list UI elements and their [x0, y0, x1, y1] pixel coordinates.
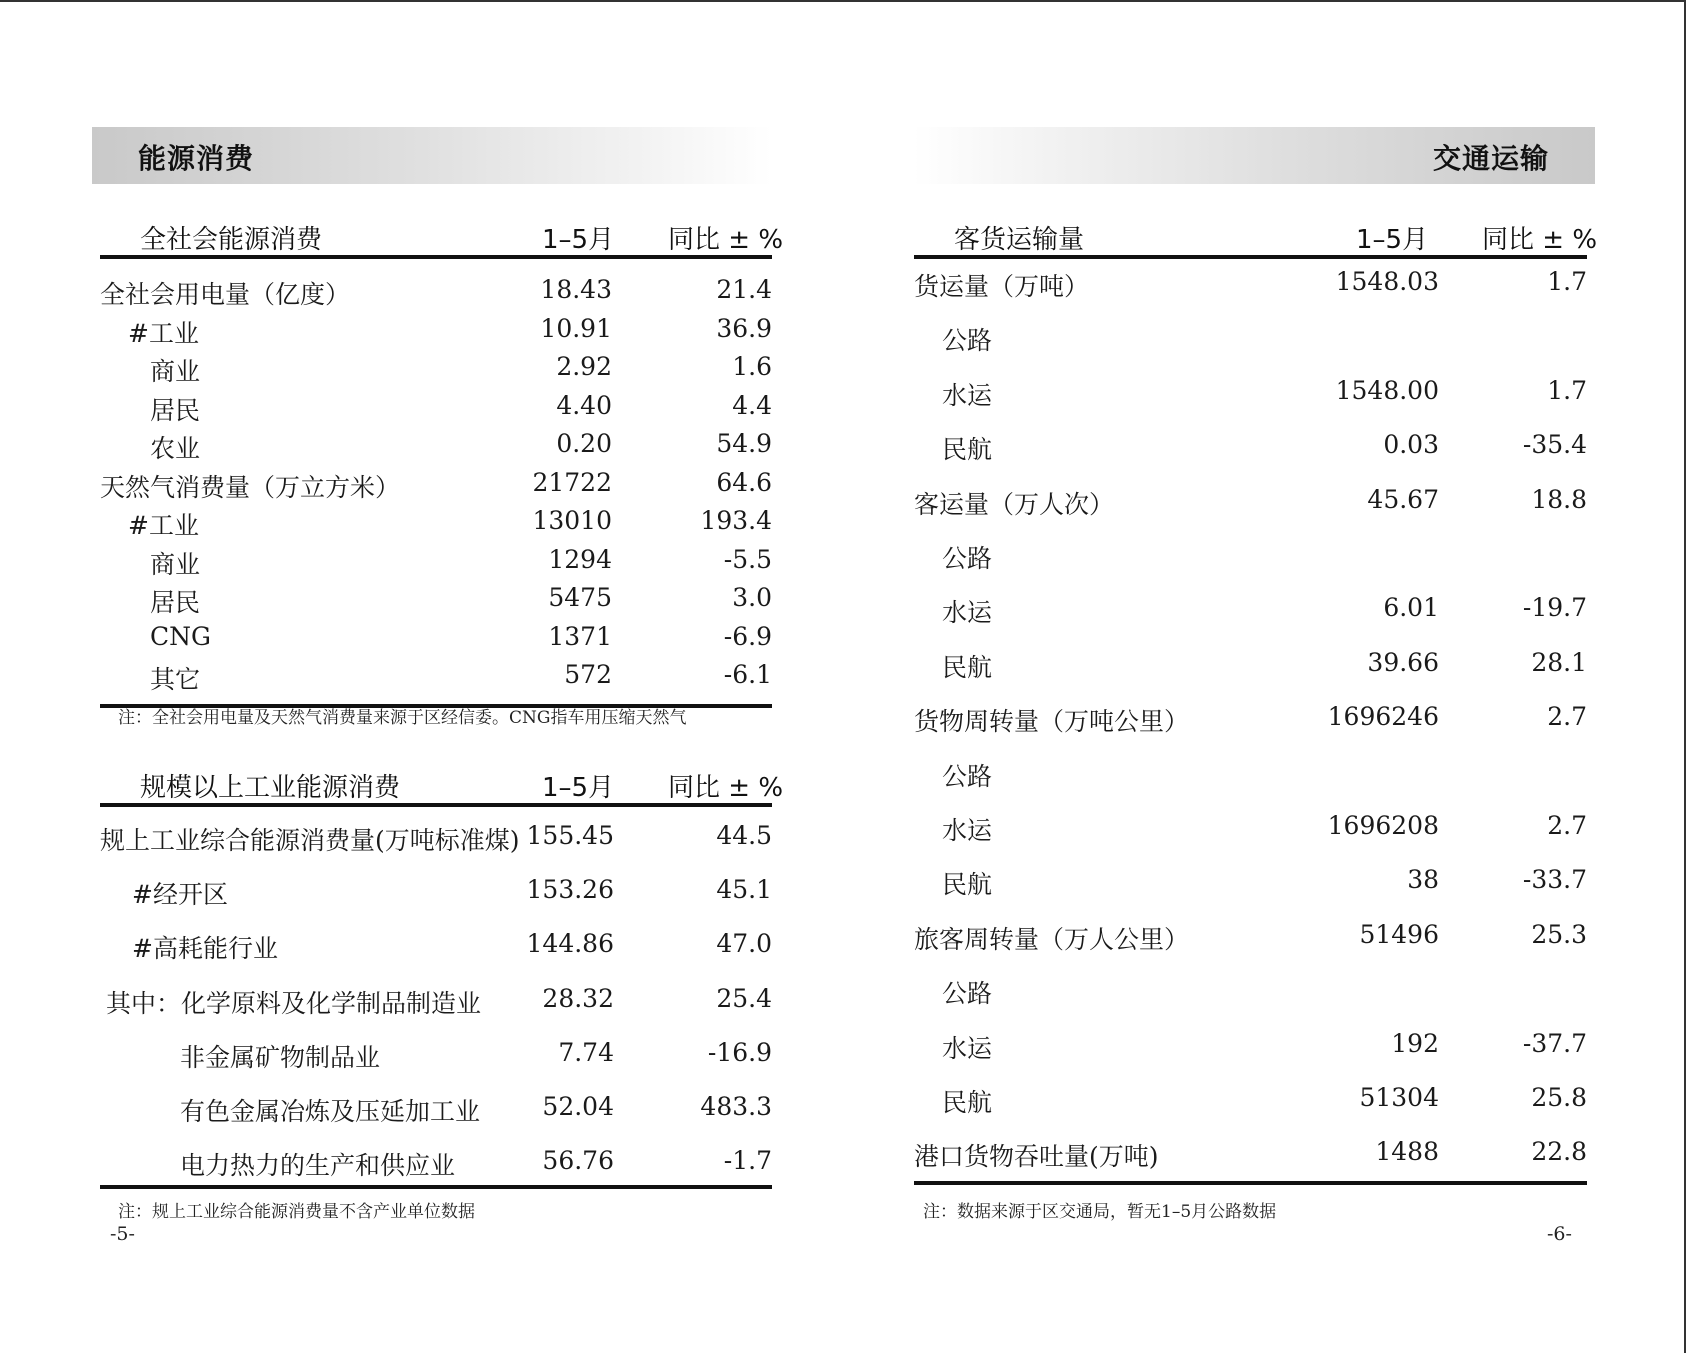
row-yoy-change: 193.4 [700, 506, 772, 535]
row-label: 公路 [942, 544, 993, 573]
row-label: 其中：化学原料及化学制品制造业 [106, 988, 482, 1018]
table-row [100, 391, 772, 430]
row-value: 6.01 [1383, 593, 1439, 623]
table-body [914, 259, 1587, 1185]
table-row [100, 984, 772, 1038]
row-label: 民航 [942, 435, 993, 465]
row-value: 1696246 [1327, 702, 1439, 732]
row-value: 1548.00 [1335, 375, 1439, 405]
row-yoy-change: 54.9 [716, 429, 772, 458]
table-header [100, 757, 784, 807]
section-title: 能源消费 [138, 142, 255, 175]
table-header [100, 209, 784, 259]
row-value: 5475 [548, 583, 612, 612]
section-banner-energy [92, 127, 772, 184]
row-yoy-change: 64.6 [716, 467, 772, 497]
page-number: -5- [110, 1223, 135, 1245]
left-page [92, 0, 784, 1353]
table-row [100, 468, 772, 507]
row-value: 1488 [1375, 1137, 1439, 1167]
row-value: 0.20 [556, 429, 612, 458]
row-yoy-change: -16.9 [707, 1037, 772, 1067]
right-page [913, 0, 1598, 1353]
row-value: 572 [564, 660, 612, 689]
row-value: 28.32 [542, 983, 614, 1013]
row-value: 18.43 [540, 275, 612, 304]
table-title: 规模以上工业能源消费 [140, 773, 401, 803]
row-yoy-change: 44.5 [716, 821, 772, 850]
table-row [100, 1092, 772, 1146]
row-label: 水运 [942, 1033, 993, 1063]
table-row [100, 1146, 772, 1200]
row-label: #工业 [128, 318, 199, 348]
row-value: 1696208 [1327, 811, 1439, 840]
table-row [914, 376, 1587, 430]
table-row [100, 583, 772, 622]
row-label: 民航 [942, 652, 993, 682]
row-value: 51304 [1359, 1083, 1439, 1112]
row-value: 1371 [548, 621, 612, 651]
row-yoy-change: 483.3 [700, 1092, 772, 1121]
table-row [100, 929, 772, 983]
row-label: 客运量（万人次） [914, 489, 1115, 519]
period-header: 1–5月 [542, 773, 615, 803]
row-label: 公路 [942, 979, 993, 1009]
row-value: 51496 [1359, 919, 1439, 949]
row-yoy-change: 36.9 [716, 313, 772, 343]
row-label: #工业 [128, 511, 199, 540]
row-value: 39.66 [1367, 647, 1439, 677]
yoy-header: 同比 ± % [1482, 225, 1598, 255]
row-yoy-change: 28.1 [1531, 647, 1587, 677]
table-row [100, 1038, 772, 1092]
industrial-energy-table [100, 757, 784, 1189]
table-note: 注：数据来源于区交通局，暂无1–5月公路数据 [923, 1202, 1277, 1222]
table-row [914, 593, 1587, 647]
row-label: 旅客周转量（万人公里） [914, 924, 1190, 954]
row-label: 货物周转量（万吨公里） [914, 707, 1190, 737]
table-row [100, 545, 772, 584]
row-yoy-change: -19.7 [1522, 593, 1587, 623]
row-value: 0.03 [1383, 430, 1439, 460]
row-yoy-change: 1.6 [732, 352, 772, 381]
row-value: 153.26 [526, 875, 614, 905]
row-label: 有色金属冶炼及压延加工业 [180, 1097, 481, 1126]
table-body [100, 807, 772, 1189]
row-value: 1294 [548, 544, 612, 574]
row-label: 天然气消费量（万立方米） [100, 472, 401, 502]
row-value: 56.76 [542, 1146, 614, 1176]
row-label: 商业 [150, 357, 201, 386]
table-row [914, 702, 1587, 756]
period-header: 1–5月 [1356, 225, 1429, 255]
table-row [914, 1029, 1587, 1083]
row-yoy-change: 22.8 [1531, 1137, 1587, 1167]
row-label: 商业 [150, 549, 201, 579]
table-row [100, 821, 772, 875]
row-label: #经开区 [132, 880, 228, 910]
row-yoy-change: 47.0 [716, 929, 772, 959]
table-header [914, 209, 1598, 259]
row-label: 货运量（万吨） [914, 272, 1090, 301]
row-label: 港口货物吞吐量(万吨) [914, 1142, 1159, 1172]
row-label: 全社会用电量（亿度） [100, 280, 351, 309]
page-number: -6- [1547, 1223, 1572, 1245]
table-row [914, 485, 1587, 539]
row-yoy-change: 25.3 [1531, 919, 1587, 949]
row-value: 144.86 [526, 929, 614, 959]
table-row [914, 539, 1587, 593]
row-yoy-change: 18.8 [1531, 484, 1587, 514]
table-row [100, 660, 772, 699]
row-value: 13010 [532, 506, 612, 535]
section-banner-transport [913, 127, 1595, 184]
row-yoy-change: -33.7 [1522, 865, 1587, 895]
row-label: 公路 [942, 326, 993, 356]
yoy-header: 同比 ± % [668, 773, 784, 803]
row-label: #高耗能行业 [132, 934, 278, 964]
row-yoy-change: 45.1 [716, 875, 772, 905]
row-label: 规上工业综合能源消费量(万吨标准煤) [100, 826, 520, 855]
row-value: 2.92 [556, 352, 612, 381]
row-value: 155.45 [526, 821, 614, 850]
row-label: 水运 [942, 380, 993, 410]
yoy-header: 同比 ± % [668, 225, 784, 255]
table-row [100, 275, 772, 314]
row-label: 其它 [150, 665, 201, 694]
row-label: 居民 [150, 588, 201, 617]
row-label: 水运 [942, 816, 993, 845]
table-row [100, 875, 772, 929]
table-row [914, 1137, 1587, 1191]
row-label: 居民 [150, 395, 201, 425]
row-label: 民航 [942, 1088, 993, 1117]
table-title: 全社会能源消费 [140, 225, 323, 255]
row-yoy-change: -6.9 [723, 621, 772, 651]
transport-volume-table [914, 209, 1598, 1185]
table-row [914, 267, 1587, 321]
row-yoy-change: 1.7 [1547, 375, 1587, 405]
row-value: 1548.03 [1335, 267, 1439, 296]
row-yoy-change: 3.0 [732, 583, 772, 612]
table-body [100, 259, 772, 708]
row-yoy-change: -37.7 [1522, 1028, 1587, 1058]
table-row [100, 622, 772, 661]
table-row [914, 974, 1587, 1028]
section-title: 交通运输 [1432, 142, 1549, 175]
row-value: 4.40 [556, 390, 612, 420]
row-value: 21722 [532, 467, 612, 497]
table-row [100, 314, 772, 353]
row-yoy-change: 2.7 [1547, 702, 1587, 732]
table-row [100, 352, 772, 391]
table-note: 注：全社会用电量及天然气消费量来源于区经信委。CNG指车用压缩天然气 [118, 708, 687, 728]
table-row [100, 506, 772, 545]
table-row [914, 1083, 1587, 1137]
row-yoy-change: -6.1 [723, 660, 772, 689]
row-yoy-change: 2.7 [1547, 811, 1587, 840]
row-label: 水运 [942, 598, 993, 628]
row-value: 45.67 [1367, 484, 1439, 514]
table-row [914, 430, 1587, 484]
table-row [914, 920, 1587, 974]
row-yoy-change: 25.8 [1531, 1083, 1587, 1112]
table-row [914, 321, 1587, 375]
row-value: 38 [1407, 865, 1439, 895]
row-label: 非金属矿物制品业 [180, 1042, 381, 1072]
row-yoy-change: -35.4 [1522, 430, 1587, 460]
row-value: 7.74 [558, 1037, 614, 1067]
table-row [914, 811, 1587, 865]
energy-consumption-table [100, 209, 784, 708]
row-yoy-change: 1.7 [1547, 267, 1587, 296]
row-value: 52.04 [542, 1092, 614, 1121]
table-note: 注：规上工业综合能源消费量不含产业单位数据 [118, 1202, 475, 1222]
table-row [914, 865, 1587, 919]
table-row [100, 429, 772, 468]
row-yoy-change: 21.4 [716, 275, 772, 304]
row-label: 农业 [150, 434, 201, 463]
table-row [914, 757, 1587, 811]
row-yoy-change: 4.4 [732, 390, 772, 420]
row-yoy-change: -1.7 [723, 1146, 772, 1176]
row-label: 民航 [942, 870, 993, 900]
row-value: 192 [1391, 1028, 1439, 1058]
table-row [914, 648, 1587, 702]
row-label: 公路 [942, 761, 993, 791]
row-yoy-change: 25.4 [716, 983, 772, 1013]
table-title: 客货运输量 [954, 225, 1085, 255]
row-label: CNG [150, 621, 211, 651]
period-header: 1–5月 [542, 225, 615, 255]
row-value: 10.91 [540, 313, 612, 343]
row-label: 电力热力的生产和供应业 [180, 1151, 456, 1181]
row-yoy-change: -5.5 [723, 544, 772, 574]
